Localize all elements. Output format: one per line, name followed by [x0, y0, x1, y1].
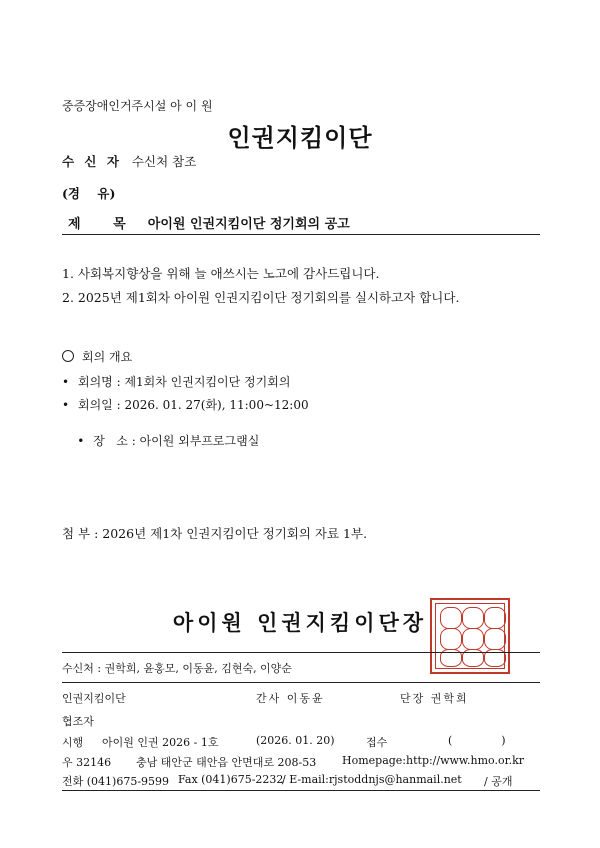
- receipt-value: ( ): [448, 734, 506, 747]
- bullet-icon: •: [62, 398, 70, 412]
- bottom-divider: [62, 790, 540, 791]
- subject-label: 제 목: [68, 217, 140, 232]
- meeting-overview-heading: [62, 348, 132, 365]
- circle-bullet-icon: [62, 350, 74, 362]
- leader: 단장 권학희: [400, 692, 469, 705]
- detail-meeting-place: [62, 418, 259, 463]
- organization-name: 중증장애인거주시설 아 이 원: [62, 99, 213, 113]
- via-label: (경 유): [62, 186, 116, 201]
- enforcement-date: (2026. 01. 20): [256, 734, 335, 747]
- email-link[interactable]: / E-mail:rjstoddnjs@hanmail.net: [282, 773, 462, 786]
- subject-value: 아이원 인권지킴이단 정기회의 공고: [147, 217, 350, 232]
- drafter: 인권지킴이단: [62, 692, 126, 705]
- enforcement-number: 아이원 인권 2026 - 1호: [102, 736, 219, 749]
- receipt-label: 접수: [366, 736, 388, 749]
- page-title: 인권지킴이단: [227, 123, 373, 152]
- enforcement-label: 시행: [62, 736, 84, 749]
- detail-text: 장 소 : 아이원 외부프로그램실: [93, 434, 260, 448]
- cooperator-label: 협조자: [62, 715, 94, 728]
- bullet-icon: •: [77, 434, 85, 448]
- subject-divider: [62, 234, 540, 235]
- recipient-value: 수신처 참조: [131, 154, 197, 169]
- subject-row: [68, 213, 350, 232]
- phone-number: 전화 (041)675-9599: [62, 775, 170, 788]
- homepage-link[interactable]: Homepage:http://www.hmo.or.kr: [342, 754, 525, 767]
- disclosure-status: / 공개: [484, 775, 513, 788]
- detail-text: 회의일 : 2026. 01. 27(화), 11:00~12:00: [78, 398, 309, 412]
- detail-text: 회의명 : 제1회차 인권지킴이단 정기회의: [78, 375, 291, 389]
- detail-meeting-name: [62, 373, 290, 390]
- recipient-label: 수 신 자: [62, 154, 122, 169]
- fax-number: Fax (041)675-2232: [178, 773, 284, 786]
- section-title: 회의 개요: [82, 350, 133, 364]
- body-paragraph-1: 1. 사회복지향상을 위해 늘 애쓰시는 노고에 감사드립니다.: [62, 266, 380, 281]
- postcode: 우 32146: [62, 756, 112, 769]
- recipient-row: [62, 152, 196, 170]
- issuer-divider: [62, 652, 540, 653]
- address: 충남 태안군 태안읍 안면대로 208-53: [136, 756, 317, 769]
- secretary: 간사 이동윤: [256, 692, 325, 705]
- official-seal: [430, 598, 510, 674]
- body-paragraph-2: 2. 2025년 제1회차 아이원 인권지킴이단 정기회의를 실시하고자 합니다.: [62, 290, 460, 305]
- detail-meeting-date: [62, 396, 309, 413]
- distribution-list: 수신처 : 권학희, 윤홍모, 이동윤, 김현숙, 이양순: [62, 662, 292, 675]
- bullet-icon: •: [62, 375, 70, 389]
- attachment-line: 첨 부 : 2026년 제1차 인권지킴이단 정기회의 자료 1부.: [62, 526, 368, 541]
- footer-divider: [62, 682, 540, 683]
- issuer-name: 아이원 인권지킴이단장: [172, 610, 428, 635]
